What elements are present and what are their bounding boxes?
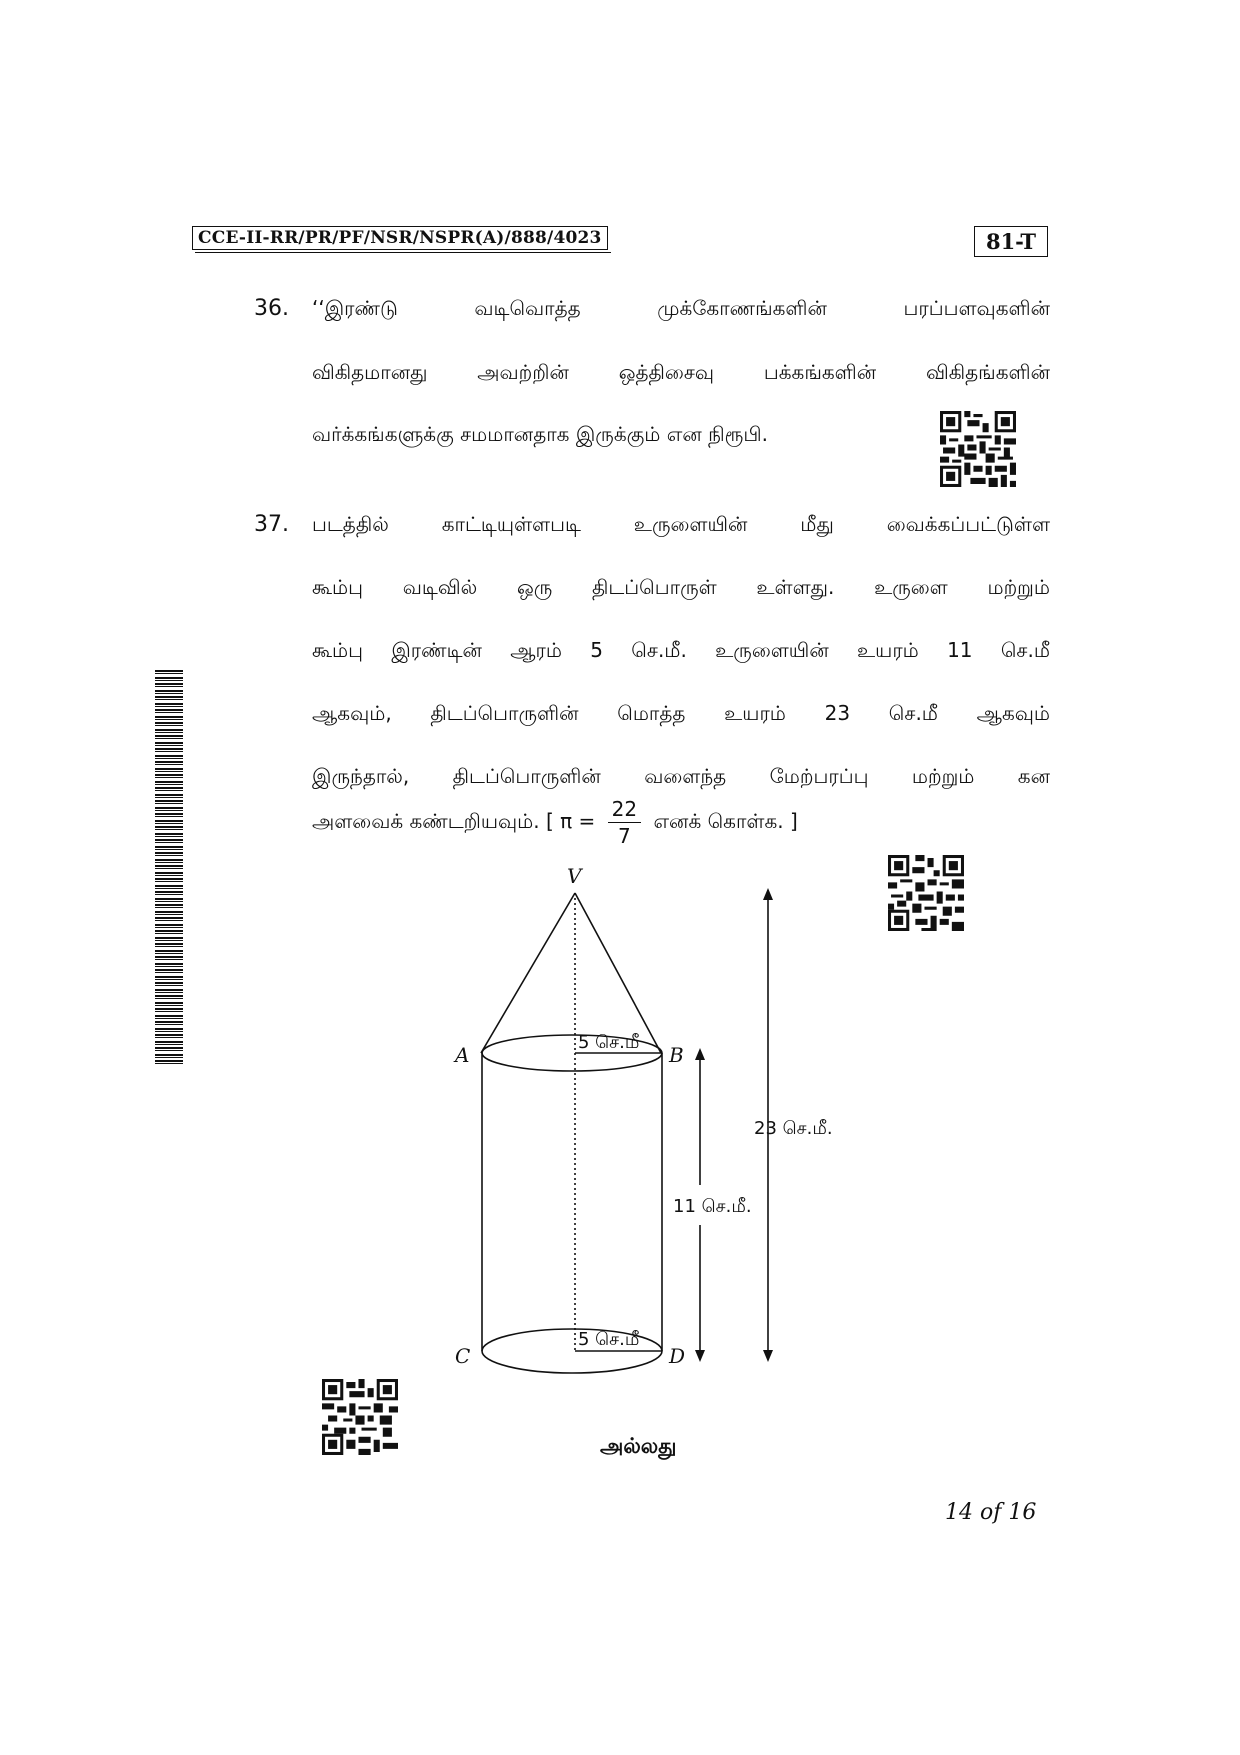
question-37-line-4: ஆகவும், திடப்பொருளின் மொத்த உயரம் 23 செ.மீ ஆகவும் <box>312 701 1050 725</box>
radius-bottom-label: 5 செ.மீ <box>578 1329 640 1350</box>
point-b-label: B <box>669 1043 684 1067</box>
question-paper-code: CCE-II-RR/PR/PF/NSR/NSPR(A)/888/4023 <box>192 226 608 250</box>
arrow-head <box>763 1350 773 1362</box>
question-36-line-1: ‘‘இரண்டு வடிவொத்த முக்கோணங்களின் பரப்பளவுகளின் <box>312 296 1050 320</box>
cone-slant-left <box>481 893 575 1053</box>
or-divider-text: அல்லது <box>600 1434 677 1458</box>
pi-statement-start: அளவைக் கண்டறியவும். [ π = <box>312 809 596 833</box>
qr-code-icon <box>940 410 1016 488</box>
cylinder-height-label: 11 செ.மீ. <box>673 1196 752 1217</box>
question-36-line-2: விகிதமானது அவற்றின் ஒத்திசைவு பக்கங்களின் விகிதங்களின் <box>312 360 1050 384</box>
barcode <box>155 670 183 1065</box>
question-37-line-2: கூம்பு வடிவில் ஒரு திடப்பொருள் உள்ளது. உருளை மற்றும் <box>312 575 1050 599</box>
pi-statement-end: எனக் கொள்க. ] <box>653 809 798 833</box>
question-37-line-1: படத்தில் காட்டியுள்ளபடி உருளையின் மீது வைக்கப்பட்டுள்ள <box>312 512 1050 536</box>
point-d-label: D <box>669 1344 686 1368</box>
question-36-line-3: வர்க்கங்களுக்கு சமமானதாக இருக்கும் என நிரூபி. <box>312 422 768 446</box>
question-37-line-5: இருந்தால், திடப்பொருளின் வளைந்த மேற்பரப்பு மற்றும் கன <box>312 764 1050 788</box>
cone-slant-right <box>575 893 661 1053</box>
pi-fraction-denominator: 7 <box>618 824 631 848</box>
arrow-head <box>695 1350 705 1362</box>
page-number: 14 of 16 <box>945 1500 1037 1525</box>
paper-code-badge: 81-T <box>974 226 1048 257</box>
point-a-label: A <box>455 1043 470 1067</box>
total-height-label: 23 செ.மீ. <box>754 1118 833 1139</box>
question-37-line-3: கூம்பு இரண்டின் ஆரம் 5 செ.மீ. உருளையின் உயரம் 11 செ.மீ <box>312 638 1050 662</box>
question-37-line-6 <box>312 796 1050 849</box>
pi-fraction <box>608 796 641 849</box>
radius-top-label: 5 செ.மீ <box>578 1032 640 1053</box>
question-37-number: 37. <box>254 512 289 537</box>
cone-on-cylinder-figure <box>430 860 890 1400</box>
qr-code-icon <box>888 854 964 932</box>
qr-code-icon <box>322 1378 398 1456</box>
point-c-label: C <box>455 1344 471 1368</box>
arrow-head <box>695 1048 705 1060</box>
question-36-number: 36. <box>254 296 289 321</box>
point-v-label: V <box>567 864 582 888</box>
arrow-head <box>763 888 773 900</box>
pi-fraction-numerator: 22 <box>608 796 641 823</box>
